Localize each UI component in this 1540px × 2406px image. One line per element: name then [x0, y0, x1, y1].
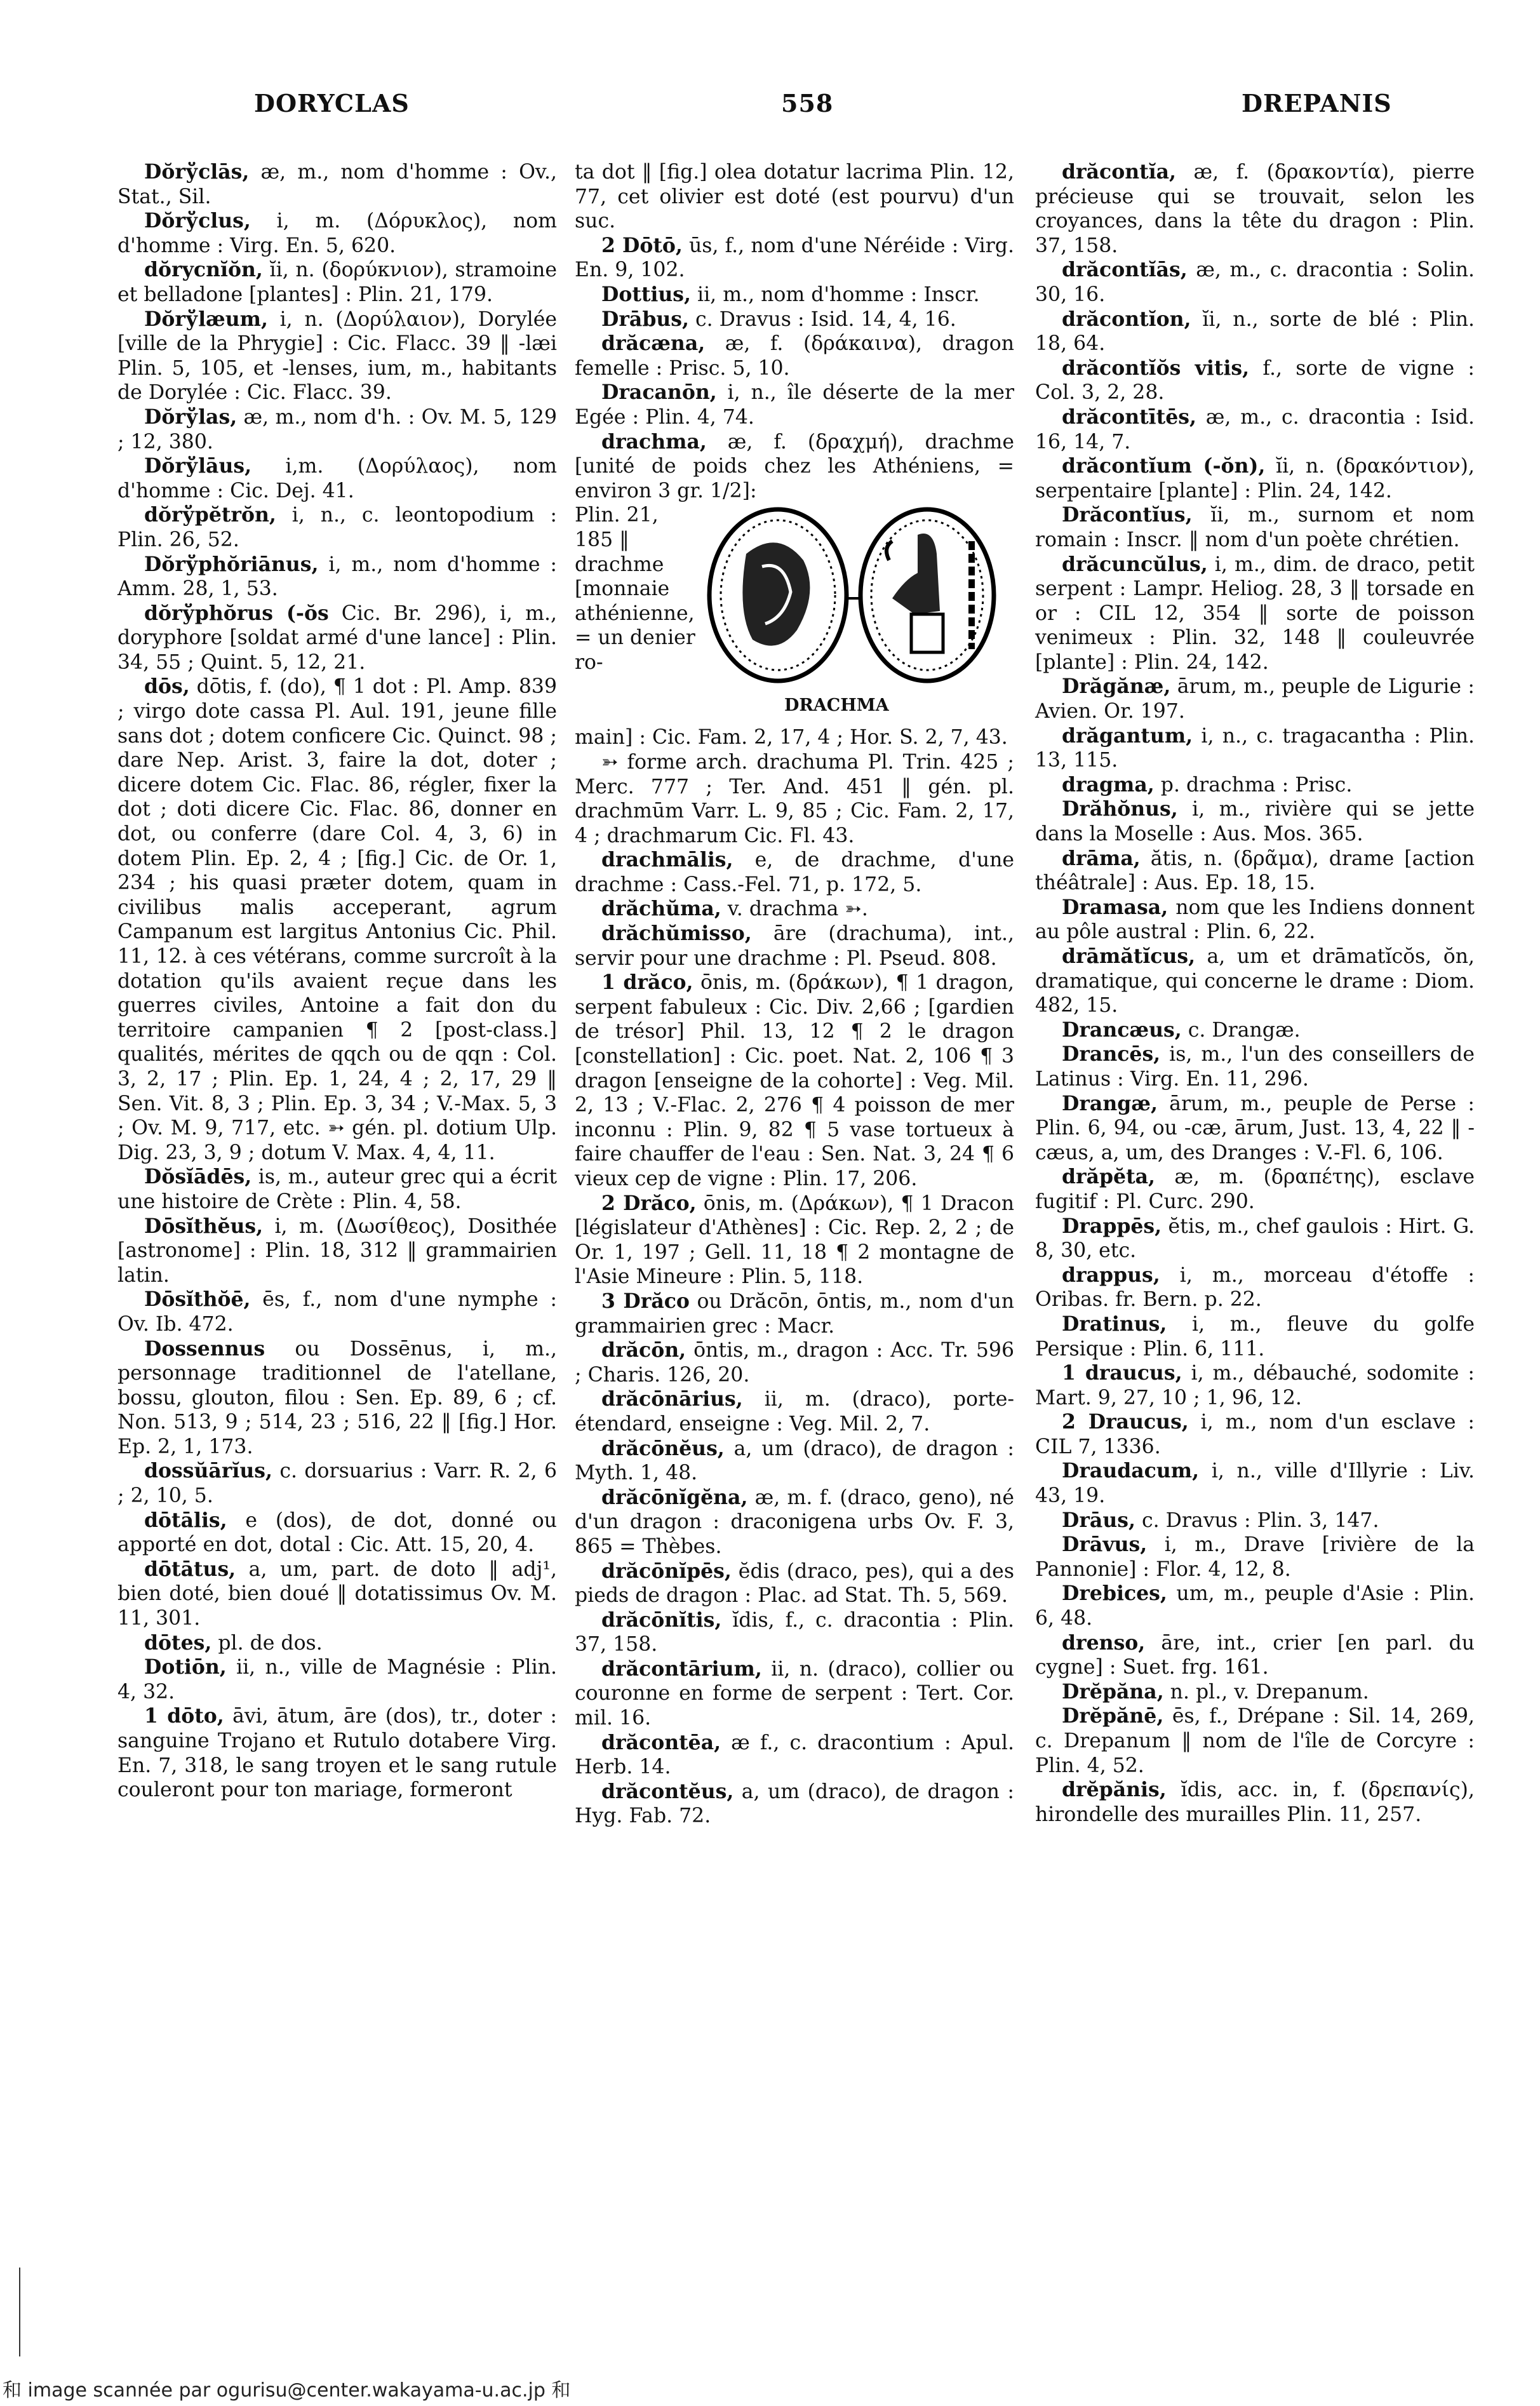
entry-definition: ii, m. (draco), porte-étendard, enseigne : Veg. Mil. 2, 7.: [575, 1388, 1014, 1435]
entry-headword: drăcontĭa,: [1062, 160, 1177, 184]
entry-headword: drăcōnĭgĕna,: [601, 1485, 748, 1509]
entry-definition: c. Drangæ.: [1181, 1018, 1301, 1042]
entry-definition: æ, m., nom d'h. : Ov. M. 5, 129 ; 12, 380.: [117, 405, 557, 454]
entry-headword: 2 Dōtō,: [601, 233, 683, 257]
entry-headword: Drāvus,: [1062, 1533, 1148, 1557]
dictionary-entry: [1035, 847, 1475, 896]
entry-definition: i, n., c. leontopodium : Plin. 26, 52.: [117, 504, 557, 551]
entry-headword: drăcontĭon,: [1062, 307, 1191, 331]
dictionary-entry: [117, 258, 557, 307]
entry-definition: i, n., ville d'Illyrie : Liv. 43, 19.: [1035, 1460, 1475, 1508]
entry-headword: dossŭārĭus,: [144, 1459, 272, 1483]
entry-headword: 2 Drăco,: [601, 1191, 697, 1215]
entry-headword: Draudacum,: [1062, 1459, 1200, 1483]
entry-headword: drăcōnĭpēs,: [601, 1559, 732, 1583]
entry-headword: Dŏrўlas,: [144, 405, 238, 429]
entry-headword: drachmālis,: [601, 848, 733, 872]
entry-headword: Dōsĭthĕus,: [144, 1214, 264, 1238]
entry-definition: i, n. (Δορύλαιον), Dorylée [ville de la Phrygie] : Cic. Flacc. 39 ‖ -læi Plin. 5, 105, et -lenses, ium, m., habitants de Dorylée : Cic. Flacc. 39.: [117, 307, 557, 405]
dictionary-entry: [1035, 405, 1475, 454]
entry-headword: drăcontĭum (-ŏn),: [1062, 454, 1266, 478]
dictionary-entry: [575, 1559, 1014, 1608]
entry-headword: drăcontĭŏs vitis,: [1062, 356, 1250, 380]
dictionary-entry: [117, 1214, 557, 1288]
dictionary-entry: [117, 454, 557, 503]
dictionary-entry: [575, 1338, 1014, 1387]
scan-margin-mark: [19, 2268, 20, 2356]
entry-headword: drăcōnĕus,: [601, 1436, 725, 1460]
entry-definition: i, n., c. tragacantha : Plin. 13, 115.: [1035, 724, 1475, 772]
entry-headword: Dramasa,: [1062, 895, 1168, 919]
dictionary-entry: [1035, 1165, 1475, 1214]
entry-headword: 1 draucus,: [1062, 1361, 1182, 1385]
dictionary-entry: [117, 602, 557, 675]
entry-definition: c. dorsuarius : Varr. R. 2, 6 ; 2, 10, 5.: [117, 1460, 557, 1508]
entry-definition: i, m., morceau d'étoffe : Oribas. fr. Bern. p. 22.: [1035, 1263, 1475, 1312]
dictionary-entry: [575, 922, 1014, 971]
dictionary-entry: [1035, 1459, 1475, 1508]
dictionary-entry: [1035, 356, 1475, 405]
entry-headword: dŏrycnĭŏn,: [144, 258, 263, 282]
dictionary-entry: [575, 1780, 1014, 1829]
dictionary-entry: [1035, 724, 1475, 773]
entry-definition: ĭi, n. (δρακόντιον), serpentaire [plante] : Plin. 24, 142.: [1035, 455, 1475, 502]
dictionary-entry: [1035, 1582, 1475, 1630]
entry-definition: ĭdis, acc. in, f. (δρεπανίς), hirondelle des murailles Plin. 11, 257.: [1035, 1778, 1475, 1826]
entry-definition: n. pl., v. Drepanum.: [1163, 1680, 1369, 1704]
entry-definition: i, m., rivière qui se jette dans la Moselle : Aus. Mos. 365.: [1035, 798, 1475, 846]
entry-headword: drenso,: [1062, 1630, 1146, 1655]
entry-headword: Dŏrўlāus,: [144, 454, 252, 478]
entry-definition: æ, m., c. dracontia : Solin. 30, 16.: [1035, 259, 1475, 306]
entry-definition: ārum, m., peuple de Perse : Plin. 6, 94, ou -cæ, ārum, Just. 13, 4, 22 ‖ -cæus, a, um, des Dranges : V.-Fl. 6, 106.: [1035, 1092, 1475, 1164]
entry-headword: drachma,: [601, 429, 707, 454]
dictionary-entry: [117, 675, 557, 1165]
entry-headword: Dottius,: [601, 282, 691, 306]
running-head-left: DORYCLAS: [254, 89, 410, 118]
entry-headword: drăpĕta,: [1062, 1165, 1156, 1189]
entry-definition: æ, m., nom d'homme : Ov., Stat., Sil.: [117, 161, 557, 208]
dictionary-entry: [117, 503, 557, 552]
entry-definition: f., sorte de vigne : Col. 3, 2, 28.: [1035, 356, 1475, 405]
running-head-right: DREPANIS: [1242, 89, 1392, 118]
entry-definition: i, m., fleuve du golfe Persique : Plin. 6, 111.: [1035, 1312, 1475, 1361]
entry-definition: v. drachma ➳.: [721, 897, 868, 921]
dictionary-entry: [1035, 1263, 1475, 1312]
entry-definition: āre (drachuma), int., servir pour une drachme : Pl. Pseud. 808.: [575, 922, 1014, 970]
entry-headword: Drappēs,: [1062, 1214, 1162, 1238]
entry-definition: dōtis, f. (do), ¶ 1 dot : Pl. Amp. 839 ; virgo dote cassa Pl. Aul. 191, jeune fille sans dot ; dotem conficere Cic. Quinct. 98 ; dare Nep. Arist. 3, faire la dot, doter ; dicere dotem Cic. Flac. 86, régler, fixer la dot ; doti dicere Cic. Flac. 86, donner en dot, ou conferre (dare Col. 4, 3, 6) in dotem Plin. Ep. 2, 4 ; [fig.] Cic. de Or. 1, 234 ; his quasi præter dotem, quam in civilibus malis acceperant, agrum Campanum est largitus Antonius Cic. Phil. 11, 12. à ces vétérans, comme surcroît à la dotation qu'ils avaient reçue dans les guerres civiles, Antoine a fait don du territoire campanien ¶ 2 [post-class.] qualités, mérites de qqch ou de qqn : Col. 3, 2, 17 ; Plin. Ep. 1, 24, 4 ; 2, 17, 29 ‖ Sen. Vit. 8, 3 ; Plin. Ep. 3, 34 ; V.-Max. 5, 3 ; Ov. M. 9, 717, etc. ➳ gén. pl. dotium Ulp. Dig. 23, 3, 9 ; dotum V. Max. 4, 4, 11.: [117, 675, 557, 1164]
dictionary-entry: [1035, 1361, 1475, 1410]
entry-definition: i, m., Drave [rivière de la Pannonie] : Flor. 4, 12, 8.: [1035, 1533, 1475, 1581]
entry-headword: drăcontēa,: [601, 1730, 721, 1754]
entry-definition: ii, n., ville de Magnésie : Plin. 4, 32.: [117, 1656, 557, 1704]
entry-headword: drăcontĕus,: [601, 1779, 734, 1803]
entry-definition: a, um (draco), de dragon : Myth. 1, 48.: [575, 1437, 1014, 1485]
entry-definition: ēs, f., nom d'une nymphe : Ov. Ib. 472.: [117, 1288, 557, 1336]
entry-headword: Drābus,: [601, 307, 689, 331]
entry-definition: æ, f. (δρακοντία), pierre précieuse qui se trouvait, selon les croyances, dans la tête du dragon : Plin. 37, 158.: [1035, 161, 1475, 257]
dictionary-entry: [117, 1655, 557, 1704]
entry-definition: æ, m., c. dracontia : Isid. 16, 14, 7.: [1035, 405, 1475, 454]
dictionary-entry: [575, 1608, 1014, 1657]
dictionary-entry: [575, 1437, 1014, 1486]
entry-headword: dōtālis,: [144, 1508, 227, 1532]
entry-definition: pl. de dos.: [211, 1631, 323, 1655]
dictionary-entry: [117, 1459, 557, 1508]
entry-definition: ōnis, m. (δράκων), ¶ 1 dragon, serpent fabuleux : Cic. Div. 2,66 ; [gardien de trésor] Phil. 13, 12 ¶ 2 le dragon [constellation] : Cic. poet. Nat. 2, 106 ¶ 3 dragon [enseigne de la cohorte] : Veg. Mil. 2, 13 ; V.-Flac. 2, 276 ¶ 4 poisson de mer inconnu : Plin. 9, 82 ¶ 5 vase tortueux à faire chauffer de l'eau : Sen. Nat. 3, 24 ¶ 6 vieux cep de vigne : Plin. 17, 206.: [575, 971, 1014, 1190]
dictionary-entry: [575, 1657, 1014, 1731]
dictionary-entry: [117, 1287, 557, 1336]
entry-definition: c. Dravus : Plin. 3, 147.: [1135, 1509, 1379, 1532]
entry-definition: ĕdis (draco, pes), qui a des pieds de dragon : Plac. ad Stat. Th. 5, 569.: [575, 1559, 1014, 1608]
entry-definition: ēs, f., Drépane : Sil. 14, 269, c. Drepanum ‖ nom de l'île de Corcyre : Plin. 4, 52.: [1035, 1705, 1475, 1777]
entry-headword: 1 dōto,: [144, 1704, 224, 1728]
entry-headword: Dŏrўlæum,: [144, 307, 268, 331]
entry-headword: 2 Draucus,: [1062, 1410, 1189, 1434]
entry-headword: drāmătĭcus,: [1062, 944, 1196, 968]
dictionary-entry: [1035, 553, 1475, 675]
entry-definition: æ, m. f. (draco, geno), né d'un dragon : draconigena urbs Ov. F. 3, 865 = Thèbes.: [575, 1486, 1014, 1558]
dictionary-entry: [117, 209, 557, 258]
entry-definition: ĭi, n., sorte de blé : Plin. 18, 64.: [1035, 307, 1475, 356]
entry-headword: drăcæna,: [601, 332, 706, 356]
entry-definition: i, n., île déserte de la mer Egée : Plin. 4, 74.: [575, 381, 1014, 429]
dictionary-entry: [575, 725, 1014, 750]
dictionary-entry: [117, 1631, 557, 1656]
dictionary-entry: [117, 160, 557, 209]
entry-headword: Drĕpănē,: [1062, 1704, 1164, 1728]
dictionary-entry: [117, 1509, 557, 1557]
entry-definition: ➳ forme arch. drachuma Pl. Trin. 425 ; Merc. 777 ; Ter. And. 451 ‖ gén. pl. drachmūm Varr. L. 9, 85 ; Cic. Fam. 2, 17, 4 ; drachmarum Cic. Fl. 43.: [575, 750, 1014, 847]
dictionary-entry: [117, 1165, 557, 1214]
dictionary-entry: [575, 430, 1014, 504]
entry-definition: i, m., nom d'un esclave : CIL 7, 1336.: [1035, 1411, 1475, 1458]
entry-definition: æ, f. (δραχμή), drachme [unité de poids chez les Athéniens, = environ 3 gr. 1/2]:: [575, 430, 1014, 502]
column-3: [1035, 160, 1475, 1827]
dictionary-entry: [575, 1289, 1014, 1338]
entry-headword: dōs,: [144, 675, 190, 699]
entry-headword: Dotiōn,: [144, 1655, 227, 1679]
dictionary-entry: [1035, 1312, 1475, 1361]
column-2: [575, 160, 1014, 1829]
entry-headword: drāma,: [1062, 846, 1141, 870]
column-1: [117, 160, 557, 1803]
entry-definition: is, m., l'un des conseillers de Latinus : Virg. En. 11, 296.: [1035, 1043, 1475, 1091]
entry-definition: ii, m., nom d'homme : Inscr.: [691, 283, 980, 306]
entry-headword: Dracanōn,: [601, 380, 717, 405]
entry-definition: ĭdis, f., c. dracontia : Plin. 37, 158.: [575, 1608, 1014, 1657]
dictionary-entry: [1035, 1631, 1475, 1680]
entry-definition: i, m., nom d'homme : Amm. 28, 1, 53.: [117, 553, 557, 601]
dictionary-entry: [117, 553, 557, 602]
coin-side-text: Plin. 21, 185 ‖ drachme [monnaie athénienne, = un denier ro-: [575, 504, 695, 674]
dictionary-entry: [117, 1704, 557, 1802]
scan-credit-footer: 和 image scannée par ogurisu@center.wakayama-u.ac.jp 和: [3, 2379, 571, 2402]
entry-headword: dōtes,: [144, 1630, 212, 1655]
entry-headword: Drangæ,: [1062, 1091, 1158, 1115]
entry-definition: āre, int., crier [en parl. du cygne] : Suet. frg. 161.: [1035, 1631, 1475, 1679]
entry-headword: Dŏrўclās,: [144, 160, 250, 184]
entry-definition: i, m. (Δόρυκλος), nom d'homme : Virg. En. 5, 620.: [117, 210, 557, 257]
dictionary-entry: [575, 897, 1014, 922]
dictionary-entry: [575, 971, 1014, 1191]
drachma-coin-figure: [702, 503, 1007, 725]
entry-headword: drăcontārium,: [601, 1657, 762, 1681]
entry-headword: dragma,: [1062, 772, 1155, 796]
dictionary-entry: [117, 405, 557, 454]
entry-headword: Drăgănæ,: [1062, 675, 1171, 699]
dictionary-entry: [575, 307, 1014, 332]
entry-definition: e (dos), de dot, donné ou apporté en dot, dotal : Cic. Att. 15, 20, 4.: [117, 1509, 557, 1557]
dictionary-entry: [575, 1486, 1014, 1559]
entry-headword: Drāus,: [1062, 1508, 1135, 1532]
dictionary-entry: [1035, 258, 1475, 307]
entry-definition: ătis, n. (δρᾶμα), drame [action théâtrale] : Aus. Ep. 18, 15.: [1035, 847, 1475, 895]
dictionary-entry: [1035, 1214, 1475, 1263]
dictionary-entry: [1035, 1042, 1475, 1091]
entry-definition: æ f., c. dracontium : Apul. Herb. 14.: [575, 1731, 1014, 1779]
dictionary-entry: [1035, 1704, 1475, 1778]
dictionary-entry: [575, 332, 1014, 380]
entry-definition: e, de drachme, d'une drachme : Cass.-Fel. 71, p. 172, 5.: [575, 849, 1014, 896]
dictionary-entry: [1035, 1680, 1475, 1705]
dictionary-entry: [1035, 773, 1475, 798]
entry-definition: ĭi, m., surnom et nom romain : Inscr. ‖ nom d'un poète chrétien.: [1035, 504, 1475, 551]
entry-headword: drăcontītēs,: [1062, 405, 1196, 429]
dictionary-entry: [575, 1731, 1014, 1780]
entry-headword: drăcōn,: [601, 1338, 686, 1362]
dictionary-entry: [575, 283, 1014, 307]
entry-headword: drăcontĭās,: [1062, 258, 1188, 282]
entry-definition: c. Dravus : Isid. 14, 4, 16.: [688, 307, 956, 331]
dictionary-entry: [1035, 503, 1475, 552]
entry-definition: ōnis, m. (Δράκων), ¶ 1 Dracon [législateur d'Athènes] : Cic. Rep. 2, 2 ; de Or. 1, 197 ; Gell. 11, 18 ¶ 2 montagne de l'Asie Mineure : Plin. 5, 118.: [575, 1192, 1014, 1289]
entry-headword: drăchŭma,: [601, 897, 721, 921]
entry-definition: nom que les Indiens donnent au pôle austral : Plin. 6, 22.: [1035, 896, 1475, 944]
entry-definition: ōntis, m., dragon : Acc. Tr. 596 ; Charis. 126, 20.: [575, 1339, 1014, 1387]
entry-definition: is, m., auteur grec qui a écrit une histoire de Crète : Plin. 4, 58.: [117, 1166, 557, 1213]
dictionary-entry: [1035, 1533, 1475, 1582]
dictionary-entry: [1035, 454, 1475, 503]
dictionary-entry: [575, 1192, 1014, 1289]
entry-headword: Dratinus,: [1062, 1312, 1167, 1336]
entry-definition: æ, f. (δράκαινα), dragon femelle : Prisc. 5, 10.: [575, 332, 1014, 380]
entry-definition: um, m., peuple d'Asie : Plin. 6, 48.: [1035, 1582, 1475, 1630]
entry-headword: Drancæus,: [1062, 1018, 1182, 1042]
entry-definition: i, m., débauché, sodomite : Mart. 9, 27, 10 ; 1, 96, 12.: [1035, 1362, 1475, 1409]
entry-headword: 1 drăco,: [601, 971, 693, 995]
dictionary-entry: [1035, 307, 1475, 356]
entry-definition: ou Drăcōn, ōntis, m., nom d'un grammairien grec : Macr.: [575, 1289, 1014, 1338]
entry-definition: a, um et drāmatĭcŏs, ŏn, dramatique, qui concerne le drame : Diom. 482, 15.: [1035, 945, 1475, 1018]
entry-headword: 3 Drăco: [601, 1289, 690, 1313]
entry-definition: p. drachma : Prisc.: [1154, 773, 1353, 796]
dictionary-entry: [1035, 160, 1475, 258]
entry-definition: ĭi, n. (δορύκνιον), stramoine et belladone [plantes] : Plin. 21, 179.: [117, 259, 557, 306]
entry-definition: æ, m. (δραπέτης), esclave fugitif : Pl. Curc. 290.: [1035, 1166, 1475, 1213]
entry-definition: ĕtis, m., chef gaulois : Hirt. G. 8, 30, etc.: [1035, 1214, 1475, 1263]
entry-definition: ii, n. (draco), collier ou couronne en forme de serpent : Tert. Cor. mil. 16.: [575, 1657, 1014, 1730]
dictionary-entry: [1035, 1509, 1475, 1533]
entry-headword: dŏrўpĕtrŏn,: [144, 503, 276, 527]
dictionary-entry: [575, 848, 1014, 897]
coin-illustration-icon: [702, 503, 1007, 694]
coin-caption: DRACHMA: [784, 696, 889, 716]
dictionary-entry: [1035, 1410, 1475, 1459]
dictionary-entry: [575, 160, 1014, 234]
entry-definition: Cic. Br. 296), i, m., doryphore [soldat armé d'une lance] : Plin. 34, 55 ; Quint. 5, 12, 21.: [117, 602, 557, 674]
entry-headword: Drĕpăna,: [1062, 1679, 1164, 1704]
dictionary-entry: [1035, 944, 1475, 1018]
entry-headword: drăgantum,: [1062, 723, 1193, 748]
dictionary-entry: [1035, 1018, 1475, 1043]
dictionary-entry: [1035, 675, 1475, 723]
entry-headword: Drăcontĭus,: [1062, 503, 1193, 527]
entry-definition: ou Dossēnus, i, m., personnage traditionnel de l'atellane, bossu, glouton, filou : Sen. Ep. 89, 6 ; cf. Non. 513, 9 ; 514, 23 ; 516, 22 ‖ [fig.] Hor. Ep. 2, 1, 173.: [117, 1337, 557, 1458]
entry-headword: Drancēs,: [1062, 1042, 1161, 1066]
dictionary-entry: [1035, 896, 1475, 944]
entry-headword: Drăhŏnus,: [1062, 797, 1178, 821]
entry-headword: drăcōnārius,: [601, 1387, 743, 1411]
entry-headword: drĕpănis,: [1062, 1778, 1167, 1802]
entry-headword: dōtātus,: [144, 1557, 236, 1581]
entry-definition: i, m. (Δωσίθεος), Dosithée [astronome] : Plin. 18, 312 ‖ grammairien latin.: [117, 1214, 557, 1287]
entry-definition: i,m. (Δορύλαος), nom d'homme : Cic. Dej. 41.: [117, 455, 557, 502]
dictionary-entry: [575, 750, 1014, 848]
dictionary-entry: [575, 1387, 1014, 1436]
entry-definition: a, um, part. de doto ‖ adj¹, bien doté, bien doué ‖ dotatissimus Ov. M. 11, 301.: [117, 1557, 557, 1630]
dictionary-entry: [117, 1557, 557, 1631]
entry-definition: ārum, m., peuple de Ligurie : Avien. Or. 197.: [1035, 675, 1475, 723]
entry-headword: Dōsĭthŏē,: [144, 1287, 251, 1312]
entry-headword: drăcōnĭtis,: [601, 1608, 722, 1632]
entry-headword: Drebices,: [1062, 1582, 1167, 1606]
entry-definition: main] : Cic. Fam. 2, 17, 4 ; Hor. S. 2, 7, 43.: [575, 726, 1008, 749]
entry-headword: drăchŭmisso,: [601, 922, 752, 946]
dictionary-entry: [117, 1337, 557, 1460]
entry-headword: Dŏrўclus,: [144, 209, 251, 233]
entry-headword: drappus,: [1062, 1263, 1160, 1287]
dictionary-entry: [1035, 797, 1475, 846]
entry-headword: Dŏrўphŏriānus,: [144, 552, 319, 576]
entry-headword: Dossennus: [144, 1336, 265, 1361]
entry-definition: a, um (draco), de dragon : Hyg. Fab. 72.: [575, 1780, 1014, 1828]
entry-definition: i, m., dim. de draco, petit serpent : Lampr. Heliog. 28, 3 ‖ torsade en or : CIL 12, 354 ‖ sorte de poisson venimeux : Plin. 32, 148 ‖ couleuvrée [plante] : Plin. 24, 142.: [1035, 553, 1475, 674]
dictionary-entry: [575, 380, 1014, 429]
entry-headword: drăcuncŭlus,: [1062, 552, 1208, 576]
entry-definition: āvi, ātum, āre (dos), tr., doter : sanguine Trojano et Rutulo dotabere Virg. En. 7, 318, le sang troyen et le sang rutule couleront pour ton mariage, formeront: [117, 1705, 558, 1802]
entry-headword: Dŏsĭādēs,: [144, 1165, 252, 1189]
dictionary-entry: [117, 307, 557, 405]
page-number: 558: [781, 89, 834, 118]
entry-definition: ta dot ‖ [fig.] olea dotatur lacrima Plin. 12, 77, cet olivier est doté (est pourvu) d'un suc.: [575, 161, 1014, 233]
entry-definition: ūs, f., nom d'une Néréide : Virg. En. 9, 102.: [575, 234, 1014, 282]
dictionary-entry: [1035, 1778, 1475, 1827]
entry-headword: dŏrўphŏrus (-ŏs: [144, 601, 329, 625]
dictionary-entry: [1035, 1092, 1475, 1166]
drachma-illustration-block: [575, 503, 1014, 725]
dictionary-entry: [575, 234, 1014, 283]
